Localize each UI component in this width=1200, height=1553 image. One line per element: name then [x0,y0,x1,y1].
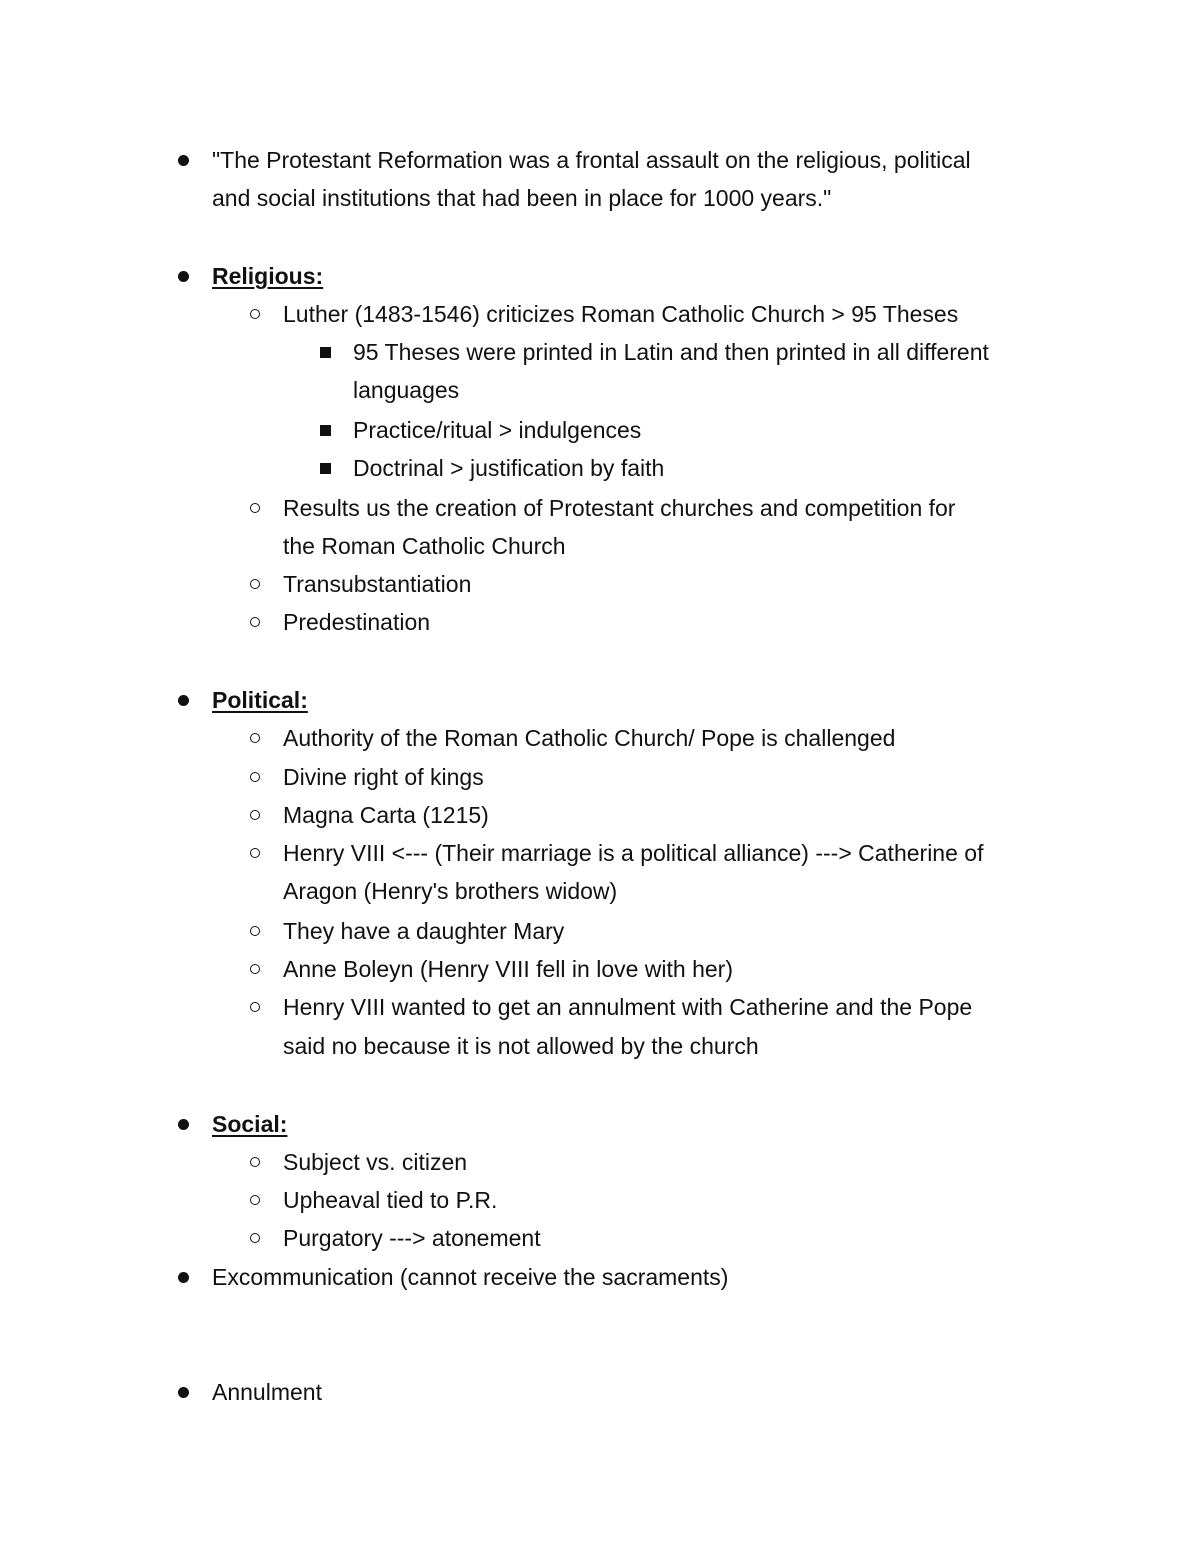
bullet-disc-icon [178,155,189,166]
bullet-circle-icon [250,733,260,743]
list-item-daughter: They have a daughter Mary [283,918,565,944]
bullet-circle-icon [250,848,260,858]
bullet-circle-icon [250,1002,260,1012]
bullet-square-icon [320,425,331,436]
list-item-transubstantiation: Transubstantiation [283,571,472,597]
bullet-circle-icon [250,1195,260,1205]
bullet-disc-icon [178,695,189,706]
bullet-square-icon [320,347,331,358]
quote-line-2: and social institutions that had been in place for 1000 years." [212,185,832,211]
bullet-circle-icon [250,810,260,820]
list-item-luther: Luther (1483-1546) criticizes Roman Catholic Church > 95 Theses [283,301,959,327]
bullet-circle-icon [250,772,260,782]
list-item-results-line-2: the Roman Catholic Church [283,533,566,559]
list-item-results-line-1: Results us the creation of Protestant churches and competition for [283,495,956,521]
list-item-theses-line-2: languages [353,377,460,403]
bullet-circle-icon [250,309,260,319]
religious-heading: Religious: [212,263,324,289]
list-item-purgatory: Purgatory ---> atonement [283,1225,541,1251]
bullet-circle-icon [250,617,260,627]
political-heading: Political: [212,687,308,713]
bullet-circle-icon [250,964,260,974]
list-item-divine-right: Divine right of kings [283,764,484,790]
bullet-circle-icon [250,1157,260,1167]
bullet-circle-icon [250,1233,260,1243]
list-item-upheaval: Upheaval tied to P.R. [283,1187,498,1213]
bullet-disc-icon [178,1272,189,1283]
social-heading: Social: [212,1111,288,1137]
bullet-circle-icon [250,503,260,513]
bullet-disc-icon [178,1387,189,1398]
list-item-annulment-line-1: Henry VIII wanted to get an annulment with Catherine and the Pope [283,994,973,1020]
list-item-practice: Practice/ritual > indulgences [353,417,642,443]
list-item-subject: Subject vs. citizen [283,1149,468,1175]
list-item-doctrinal: Doctrinal > justification by faith [353,455,665,481]
list-item-magna-carta: Magna Carta (1215) [283,802,489,828]
list-item-annulment-line-2: said no because it is not allowed by the church [283,1033,759,1059]
bullet-circle-icon [250,926,260,936]
list-item-henry-line-1: Henry VIII <--- (Their marriage is a political alliance) ---> Catherine of [283,840,984,866]
bullet-square-icon [320,463,331,474]
list-item-authority: Authority of the Roman Catholic Church/ Pope is challenged [283,725,896,751]
bullet-circle-icon [250,579,260,589]
list-item-theses-line-1: 95 Theses were printed in Latin and then printed in all different [353,339,989,365]
annulment-item: Annulment [212,1379,322,1405]
list-item-anne-boleyn: Anne Boleyn (Henry VIII fell in love with her) [283,956,733,982]
bullet-disc-icon [178,1119,189,1130]
bullet-disc-icon [178,271,189,282]
excommunication-item: Excommunication (cannot receive the sacraments) [212,1264,729,1290]
list-item-predestination: Predestination [283,609,431,635]
list-item-henry-line-2: Aragon (Henry's brothers widow) [283,878,618,904]
quote-line-1: "The Protestant Reformation was a frontal assault on the religious, political [212,147,971,173]
